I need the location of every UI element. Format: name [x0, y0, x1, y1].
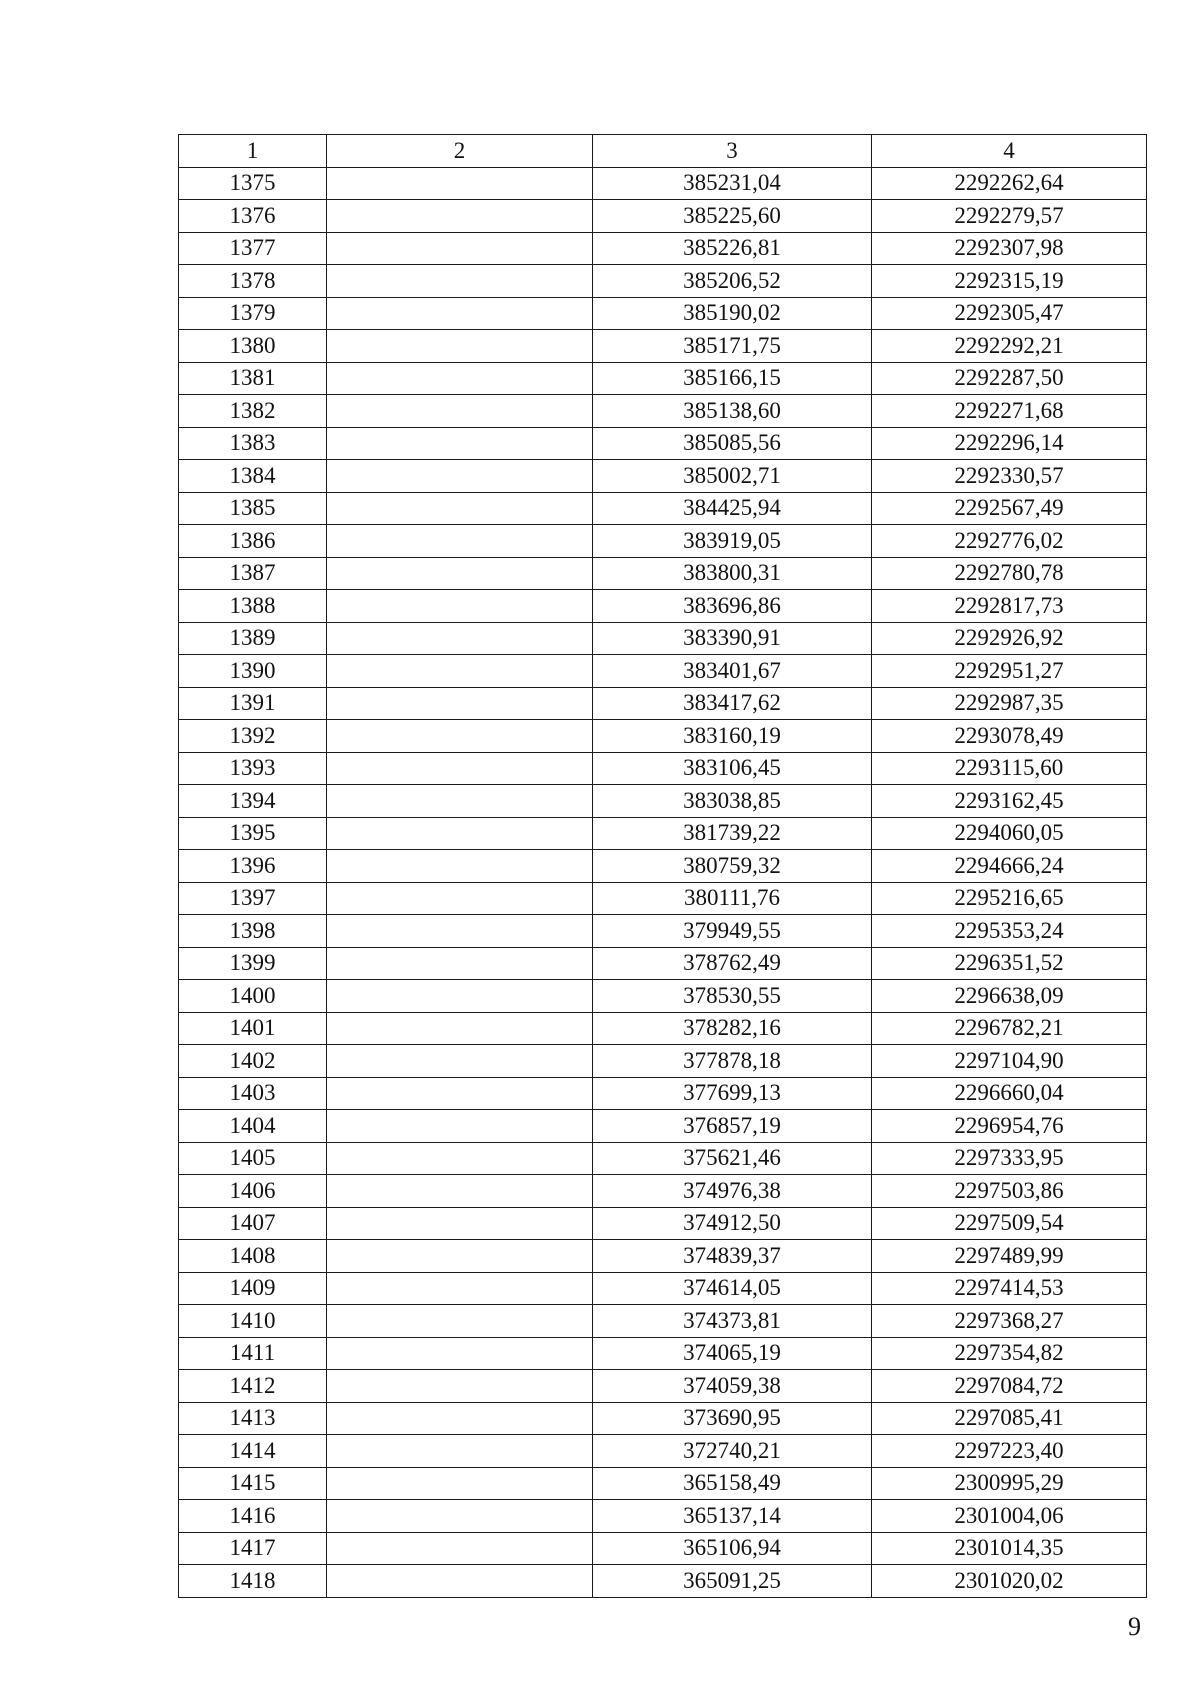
column-2-cell — [327, 525, 593, 558]
table-row — [179, 1305, 1147, 1338]
x-coordinate-cell: 383696,86 — [593, 590, 872, 623]
column-2-cell — [327, 752, 593, 785]
y-coordinate-cell: 2292271,68 — [872, 395, 1147, 428]
point-number-cell: 1417 — [179, 1532, 327, 1565]
point-number-cell: 1379 — [179, 297, 327, 330]
x-coordinate-cell: 385085,56 — [593, 427, 872, 460]
column-2-cell — [327, 362, 593, 395]
page-number: 9 — [1128, 1612, 1141, 1641]
point-number-cell: 1406 — [179, 1175, 327, 1208]
y-coordinate-cell: 2297368,27 — [872, 1305, 1147, 1338]
x-coordinate-cell: 375621,46 — [593, 1142, 872, 1175]
x-coordinate-cell: 383919,05 — [593, 525, 872, 558]
x-coordinate-cell: 385206,52 — [593, 265, 872, 298]
point-number-cell: 1408 — [179, 1240, 327, 1273]
x-coordinate-cell: 378762,49 — [593, 947, 872, 980]
point-number-cell: 1391 — [179, 687, 327, 720]
point-number-cell: 1416 — [179, 1500, 327, 1533]
y-coordinate-cell: 2296351,52 — [872, 947, 1147, 980]
table-row — [179, 622, 1147, 655]
point-number-cell: 1378 — [179, 265, 327, 298]
point-number-cell: 1412 — [179, 1370, 327, 1403]
y-coordinate-cell: 2297223,40 — [872, 1435, 1147, 1468]
point-number-cell: 1387 — [179, 557, 327, 590]
x-coordinate-cell: 377699,13 — [593, 1077, 872, 1110]
x-coordinate-cell: 377878,18 — [593, 1045, 872, 1078]
table-row — [179, 1435, 1147, 1468]
column-2-cell — [327, 915, 593, 948]
table-row — [179, 362, 1147, 395]
y-coordinate-cell: 2292305,47 — [872, 297, 1147, 330]
point-number-cell: 1397 — [179, 882, 327, 915]
header-cell-4: 4 — [872, 135, 1147, 168]
x-coordinate-cell: 383106,45 — [593, 752, 872, 785]
x-coordinate-cell: 374912,50 — [593, 1207, 872, 1240]
column-2-cell — [327, 590, 593, 623]
x-coordinate-cell: 365137,14 — [593, 1500, 872, 1533]
y-coordinate-cell: 2300995,29 — [872, 1467, 1147, 1500]
table-row — [179, 1207, 1147, 1240]
table-row — [179, 720, 1147, 753]
x-coordinate-cell: 378530,55 — [593, 980, 872, 1013]
column-2-cell — [327, 1045, 593, 1078]
point-number-cell: 1394 — [179, 785, 327, 818]
y-coordinate-cell: 2292292,21 — [872, 330, 1147, 363]
point-number-cell: 1389 — [179, 622, 327, 655]
column-2-cell — [327, 232, 593, 265]
y-coordinate-cell: 2292567,49 — [872, 492, 1147, 525]
y-coordinate-cell: 2292315,19 — [872, 265, 1147, 298]
table-row — [179, 167, 1147, 200]
column-2-cell — [327, 1370, 593, 1403]
point-number-cell: 1402 — [179, 1045, 327, 1078]
column-2-cell — [327, 297, 593, 330]
y-coordinate-cell: 2297509,54 — [872, 1207, 1147, 1240]
column-2-cell — [327, 785, 593, 818]
table-row — [179, 1467, 1147, 1500]
column-2-cell — [327, 1077, 593, 1110]
x-coordinate-cell: 374373,81 — [593, 1305, 872, 1338]
y-coordinate-cell: 2293115,60 — [872, 752, 1147, 785]
column-2-cell — [327, 557, 593, 590]
point-number-cell: 1384 — [179, 460, 327, 493]
x-coordinate-cell: 383401,67 — [593, 655, 872, 688]
y-coordinate-cell: 2297414,53 — [872, 1272, 1147, 1305]
table-row — [179, 557, 1147, 590]
column-2-cell — [327, 167, 593, 200]
y-coordinate-cell: 2301014,35 — [872, 1532, 1147, 1565]
table-row — [179, 1110, 1147, 1143]
column-2-cell — [327, 330, 593, 363]
table-row — [179, 947, 1147, 980]
point-number-cell: 1383 — [179, 427, 327, 460]
table-row — [179, 1045, 1147, 1078]
y-coordinate-cell: 2297104,90 — [872, 1045, 1147, 1078]
x-coordinate-cell: 374976,38 — [593, 1175, 872, 1208]
y-coordinate-cell: 2292780,78 — [872, 557, 1147, 590]
table-row — [179, 1142, 1147, 1175]
x-coordinate-cell: 385138,60 — [593, 395, 872, 428]
x-coordinate-cell: 385002,71 — [593, 460, 872, 493]
point-number-cell: 1382 — [179, 395, 327, 428]
column-2-cell — [327, 622, 593, 655]
column-2-cell — [327, 882, 593, 915]
y-coordinate-cell: 2294060,05 — [872, 817, 1147, 850]
x-coordinate-cell: 374614,05 — [593, 1272, 872, 1305]
point-number-cell: 1388 — [179, 590, 327, 623]
x-coordinate-cell: 385226,81 — [593, 232, 872, 265]
x-coordinate-cell: 372740,21 — [593, 1435, 872, 1468]
table-row — [179, 1565, 1147, 1598]
y-coordinate-cell: 2301004,06 — [872, 1500, 1147, 1533]
table-row — [179, 752, 1147, 785]
y-coordinate-cell: 2296954,76 — [872, 1110, 1147, 1143]
table-row — [179, 1402, 1147, 1435]
table-row — [179, 427, 1147, 460]
column-2-cell — [327, 720, 593, 753]
y-coordinate-cell: 2297084,72 — [872, 1370, 1147, 1403]
header-row — [179, 135, 1147, 168]
column-2-cell — [327, 655, 593, 688]
point-number-cell: 1404 — [179, 1110, 327, 1143]
point-number-cell: 1398 — [179, 915, 327, 948]
point-number-cell: 1400 — [179, 980, 327, 1013]
y-coordinate-cell: 2297503,86 — [872, 1175, 1147, 1208]
y-coordinate-cell: 2292287,50 — [872, 362, 1147, 395]
point-number-cell: 1375 — [179, 167, 327, 200]
column-2-cell — [327, 200, 593, 233]
x-coordinate-cell: 383390,91 — [593, 622, 872, 655]
point-number-cell: 1410 — [179, 1305, 327, 1338]
column-2-cell — [327, 460, 593, 493]
x-coordinate-cell: 384425,94 — [593, 492, 872, 525]
column-2-cell — [327, 1012, 593, 1045]
y-coordinate-cell: 2294666,24 — [872, 850, 1147, 883]
column-2-cell — [327, 980, 593, 1013]
column-2-cell — [327, 1207, 593, 1240]
table-row — [179, 785, 1147, 818]
y-coordinate-cell: 2297354,82 — [872, 1337, 1147, 1370]
column-2-cell — [327, 395, 593, 428]
table-row — [179, 1337, 1147, 1370]
y-coordinate-cell: 2296660,04 — [872, 1077, 1147, 1110]
y-coordinate-cell: 2295353,24 — [872, 915, 1147, 948]
point-number-cell: 1411 — [179, 1337, 327, 1370]
x-coordinate-cell: 365106,94 — [593, 1532, 872, 1565]
point-number-cell: 1401 — [179, 1012, 327, 1045]
table-body — [179, 167, 1147, 1597]
x-coordinate-cell: 383038,85 — [593, 785, 872, 818]
table-row — [179, 915, 1147, 948]
point-number-cell: 1403 — [179, 1077, 327, 1110]
y-coordinate-cell: 2292296,14 — [872, 427, 1147, 460]
table-row — [179, 232, 1147, 265]
column-2-cell — [327, 1305, 593, 1338]
x-coordinate-cell: 383160,19 — [593, 720, 872, 753]
y-coordinate-cell: 2292330,57 — [872, 460, 1147, 493]
table-row — [179, 1272, 1147, 1305]
header-cell-1: 1 — [179, 135, 327, 168]
y-coordinate-cell: 2292776,02 — [872, 525, 1147, 558]
table-row — [179, 330, 1147, 363]
y-coordinate-cell: 2292951,27 — [872, 655, 1147, 688]
column-2-cell — [327, 1142, 593, 1175]
table-row — [179, 460, 1147, 493]
column-2-cell — [327, 1435, 593, 1468]
point-number-cell: 1381 — [179, 362, 327, 395]
table-row — [179, 200, 1147, 233]
x-coordinate-cell: 379949,55 — [593, 915, 872, 948]
point-number-cell: 1399 — [179, 947, 327, 980]
point-number-cell: 1407 — [179, 1207, 327, 1240]
column-2-cell — [327, 850, 593, 883]
x-coordinate-cell: 383417,62 — [593, 687, 872, 720]
y-coordinate-cell: 2292926,92 — [872, 622, 1147, 655]
point-number-cell: 1380 — [179, 330, 327, 363]
x-coordinate-cell: 380111,76 — [593, 882, 872, 915]
point-number-cell: 1413 — [179, 1402, 327, 1435]
table-row — [179, 1532, 1147, 1565]
x-coordinate-cell: 385231,04 — [593, 167, 872, 200]
table-row — [179, 980, 1147, 1013]
x-coordinate-cell: 374065,19 — [593, 1337, 872, 1370]
y-coordinate-cell: 2296782,21 — [872, 1012, 1147, 1045]
column-2-cell — [327, 687, 593, 720]
point-number-cell: 1385 — [179, 492, 327, 525]
y-coordinate-cell: 2297489,99 — [872, 1240, 1147, 1273]
table-row — [179, 1240, 1147, 1273]
column-2-cell — [327, 1337, 593, 1370]
table-row — [179, 1012, 1147, 1045]
table-row — [179, 525, 1147, 558]
x-coordinate-cell: 378282,16 — [593, 1012, 872, 1045]
x-coordinate-cell: 365091,25 — [593, 1565, 872, 1598]
table-row — [179, 1500, 1147, 1533]
table-row — [179, 1370, 1147, 1403]
x-coordinate-cell: 365158,49 — [593, 1467, 872, 1500]
point-number-cell: 1395 — [179, 817, 327, 850]
y-coordinate-cell: 2292987,35 — [872, 687, 1147, 720]
x-coordinate-cell: 385190,02 — [593, 297, 872, 330]
x-coordinate-cell: 381739,22 — [593, 817, 872, 850]
y-coordinate-cell: 2296638,09 — [872, 980, 1147, 1013]
point-number-cell: 1392 — [179, 720, 327, 753]
point-number-cell: 1405 — [179, 1142, 327, 1175]
column-2-cell — [327, 265, 593, 298]
y-coordinate-cell: 2292279,57 — [872, 200, 1147, 233]
point-number-cell: 1409 — [179, 1272, 327, 1305]
table-row — [179, 882, 1147, 915]
x-coordinate-cell: 385171,75 — [593, 330, 872, 363]
y-coordinate-cell: 2301020,02 — [872, 1565, 1147, 1598]
x-coordinate-cell: 385166,15 — [593, 362, 872, 395]
table-row — [179, 265, 1147, 298]
coordinates-table — [178, 134, 1147, 1598]
column-2-cell — [327, 1110, 593, 1143]
point-number-cell: 1396 — [179, 850, 327, 883]
x-coordinate-cell: 385225,60 — [593, 200, 872, 233]
table-row — [179, 590, 1147, 623]
point-number-cell: 1376 — [179, 200, 327, 233]
column-2-cell — [327, 1175, 593, 1208]
point-number-cell: 1418 — [179, 1565, 327, 1598]
point-number-cell: 1414 — [179, 1435, 327, 1468]
y-coordinate-cell: 2293078,49 — [872, 720, 1147, 753]
column-2-cell — [327, 1402, 593, 1435]
table-row — [179, 1175, 1147, 1208]
table-row — [179, 297, 1147, 330]
point-number-cell: 1377 — [179, 232, 327, 265]
x-coordinate-cell: 373690,95 — [593, 1402, 872, 1435]
y-coordinate-cell: 2292262,64 — [872, 167, 1147, 200]
table-row — [179, 817, 1147, 850]
y-coordinate-cell: 2297085,41 — [872, 1402, 1147, 1435]
y-coordinate-cell: 2293162,45 — [872, 785, 1147, 818]
column-2-cell — [327, 427, 593, 460]
column-2-cell — [327, 817, 593, 850]
point-number-cell: 1390 — [179, 655, 327, 688]
point-number-cell: 1393 — [179, 752, 327, 785]
column-2-cell — [327, 1240, 593, 1273]
table-row — [179, 395, 1147, 428]
y-coordinate-cell: 2292817,73 — [872, 590, 1147, 623]
column-2-cell — [327, 1272, 593, 1305]
x-coordinate-cell: 380759,32 — [593, 850, 872, 883]
x-coordinate-cell: 376857,19 — [593, 1110, 872, 1143]
table-row — [179, 687, 1147, 720]
y-coordinate-cell: 2297333,95 — [872, 1142, 1147, 1175]
point-number-cell: 1415 — [179, 1467, 327, 1500]
column-2-cell — [327, 1565, 593, 1598]
column-2-cell — [327, 492, 593, 525]
table-row — [179, 655, 1147, 688]
table-row — [179, 1077, 1147, 1110]
header-cell-3: 3 — [593, 135, 872, 168]
column-2-cell — [327, 1500, 593, 1533]
x-coordinate-cell: 374839,37 — [593, 1240, 872, 1273]
point-number-cell: 1386 — [179, 525, 327, 558]
table-row — [179, 850, 1147, 883]
x-coordinate-cell: 374059,38 — [593, 1370, 872, 1403]
table-row — [179, 492, 1147, 525]
x-coordinate-cell: 383800,31 — [593, 557, 872, 590]
column-2-cell — [327, 1467, 593, 1500]
column-2-cell — [327, 1532, 593, 1565]
y-coordinate-cell: 2292307,98 — [872, 232, 1147, 265]
y-coordinate-cell: 2295216,65 — [872, 882, 1147, 915]
column-2-cell — [327, 947, 593, 980]
header-cell-2: 2 — [327, 135, 593, 168]
